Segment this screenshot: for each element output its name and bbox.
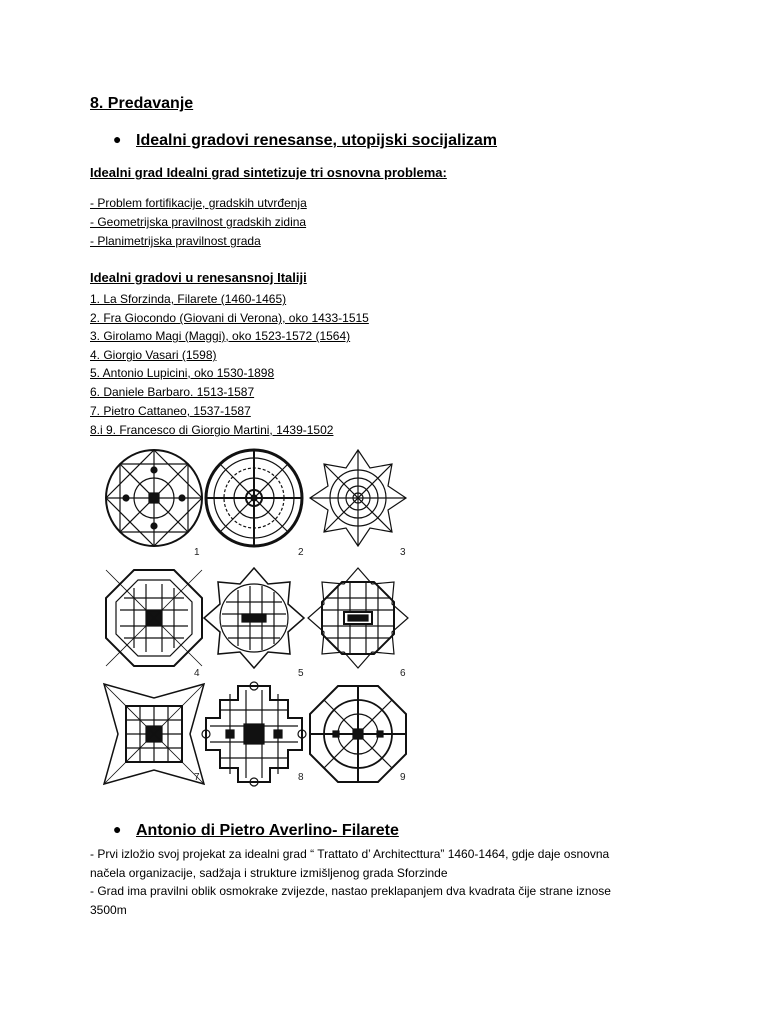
city-plan-2 — [206, 450, 302, 546]
ideal-city-plans-figure — [102, 442, 428, 796]
paragraph-line: - Prvi izložio svoj projekat za idealni grad “ Trattato d’ Architecttura” 1460-1464, gdje daje osnovna — [90, 847, 610, 861]
city-plan-5 — [204, 568, 304, 668]
city-item: 5. Antonio Lupicini, oko 1530-1898 — [90, 366, 275, 380]
figure-label: 8 — [298, 772, 304, 783]
paragraph-line: načela organizacije, sadžaja i strukture izmišljenog grada Sforzinde — [90, 866, 448, 880]
figure-label: 4 — [194, 668, 200, 679]
italy-heading: Idealni gradovi u renesansnoj Italiji — [90, 270, 307, 285]
city-plan-8 — [202, 682, 306, 786]
problem-item: - Geometrijska pravilnost gradskih zidina — [90, 215, 307, 229]
city-plan-1 — [106, 450, 202, 546]
bullet-title: Idealni gradovi renesanse, utopijski socijalizam — [136, 132, 498, 149]
city-item: 7. Pietro Cattaneo, 1537-1587 — [90, 404, 251, 418]
paragraph-line: - Grad ima pravilni oblik osmokrake zvijezde, nastao preklapanjem dva kvadrata čije strane iznose — [90, 884, 611, 898]
figure-label: 2 — [298, 547, 304, 558]
page-heading: 8. Predavanje — [90, 95, 194, 112]
intro-text: Idealni grad Idealni grad sintetizuje tri osnovna problema: — [90, 165, 447, 180]
figure-label: 9 — [400, 772, 406, 783]
city-item: 8.i 9. Francesco di Giorgio Martini, 1439-1502 — [90, 423, 334, 437]
city-plan-4 — [106, 570, 202, 666]
bullet-icon: ● — [113, 131, 122, 147]
city-item: 6. Daniele Barbaro. 1513-1587 — [90, 385, 255, 399]
bullet-title: Antonio di Pietro Averlino- Filarete — [136, 822, 399, 839]
figure-label: 7 — [194, 772, 200, 783]
figure-label: 3 — [400, 547, 406, 558]
city-plan-6 — [308, 568, 408, 668]
city-plan-3 — [310, 450, 406, 546]
city-plan-9 — [310, 686, 406, 782]
figure-label: 1 — [194, 547, 200, 558]
figure-label: 6 — [400, 668, 406, 679]
city-plan-7 — [104, 684, 204, 784]
city-item: 3. Girolamo Magi (Maggi), oko 1523-1572 (1564) — [90, 329, 351, 343]
city-item: 4. Giorgio Vasari (1598) — [90, 348, 217, 362]
city-item: 1. La Sforzinda, Filarete (1460-1465) — [90, 292, 287, 306]
bullet-icon: ● — [113, 821, 122, 837]
problem-item: - Planimetrijska pravilnost grada — [90, 234, 261, 248]
paragraph-line: 3500m — [90, 903, 127, 917]
problem-item: - Problem fortifikacije, gradskih utvrđenja — [90, 196, 307, 210]
figure-label: 5 — [298, 668, 304, 679]
city-item: 2. Fra Giocondo (Giovani di Verona), oko 1433-1515 — [90, 311, 369, 325]
